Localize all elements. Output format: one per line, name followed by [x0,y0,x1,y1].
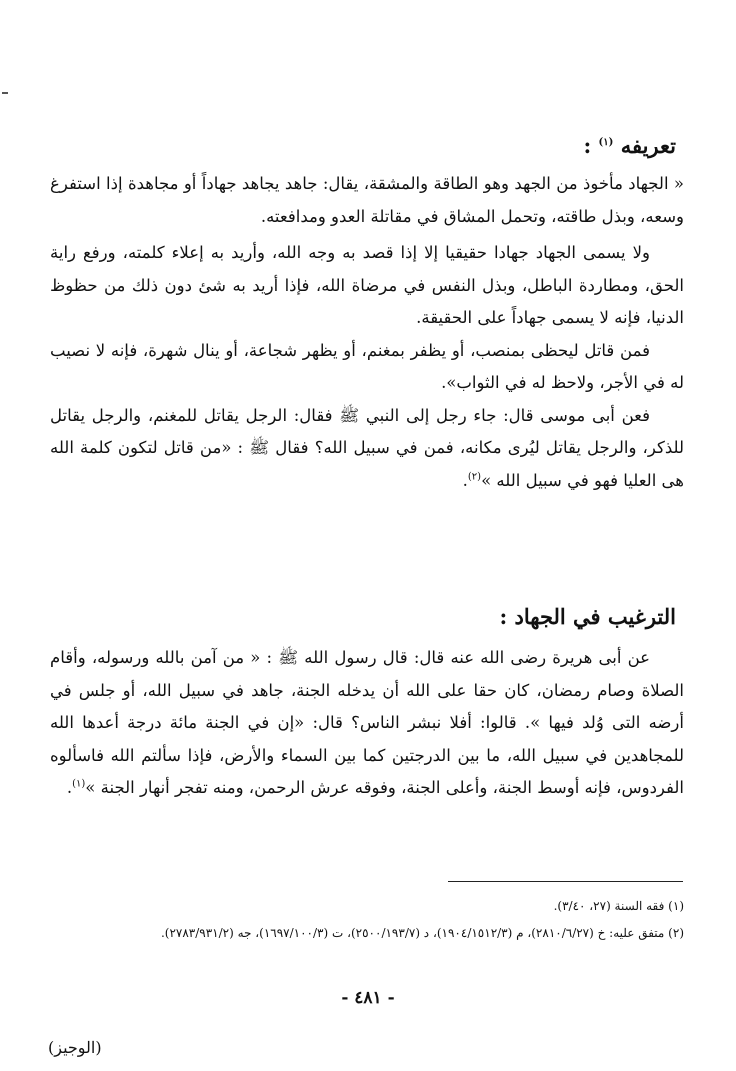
definition-paragraph-3: فمن قاتل ليحظى بمنصب، أو يظفر بمغنم، أو يظهر شجاعة، أو ينال شهرة، فإنه لا نصيب له في الأجر، ولاحظ له في الثواب». [50,340,684,392]
footnote-divider [448,881,683,882]
encouragement-body [50,642,684,805]
encouragement-text: عن أبى هريرة رضى الله عنه قال: قال رسول الله ﷺ : « من آمن بالله ورسوله، وأقام الصلاة وصام رمضان، كان حقا على الله أن يدخله الجنة، جاهد في سبيل الله، أو جلس في أرضه التى وُلد فيها ». قالوا: أفلا نبشر الناس؟ قال: «إن في الجنة مائة درجة أعدها الله للمجاهدين في سبيل الله، ما بين الدرجتين كما بين السماء والأرض، فإذا سألتم الله فاسألوه الفردوس، فإنه أوسط الجنة، وأعلى الجنة، وفوقه عرش الرحمن، ومنه تفجر أنهار الجنة » [50,648,684,797]
scan-edge-mark [2,92,8,94]
encouragement-footnote-ref: (١) [72,778,86,790]
hadith-text: فعن أبى موسى قال: جاء رجل إلى النبي ﷺ فقال: الرجل يقاتل للمغنم، والرجل يقاتل للذكر، والرجل يقاتل ليُرى مكانه، فمن في سبيل الله؟ فقال ﷺ : «من قاتل لتكون كلمة الله هى العليا فهو في سبيل الله » [50,405,684,490]
definition-heading [583,133,676,158]
definition-paragraph-2: ولا يسمى الجهاد جهادا حقيقيا إلا إذا قصد به وجه الله، وأريد به إعلاء كلمته، ورفع راية الحق، ومطاردة الباطل، وبذل النفس في مرضاة الله، فإذا أريد به شئ دون ذلك من حظوظ الدنيا، فإنه لا يسمى جهاداً على الحقيقة. [50,243,684,327]
definition-heading-colon: : [583,133,592,158]
definition-body [50,168,684,497]
definition-paragraph-1: « الجهاد مأخوذ من الجهد وهو الطاقة والمشقة، يقال: جاهد يجاهد جهاداً أو مجاهدة إذا استفرغ وسعه، وبذل طاقته، وتحمل المشاق في مقاتلة العدو ومدافعته. [50,174,684,226]
page-number: - ٤٨١ - [341,988,395,1008]
book-name: (الوجيز) [48,1038,102,1057]
definition-heading-ref: (١) [598,137,614,148]
hadith-footnote-ref: (٢) [467,471,482,482]
footnote-2: (٢) متفق عليه: خ (٢٨١٠/٦/٢٧)، م (١٩٠٤/١٥١٢/٣)، د (٢٥٠٠/١٩٣/٧)، ت (١٦٩٧/١٠٠/٣)، جه (٢٧٨٣/٩٣١/٢). [160,926,684,940]
encouragement-paragraph-1 [50,642,684,805]
hadith-end: . [462,470,468,490]
footnote-1: (١) فقه السنة (٢٧، ٣/٤٠). [553,899,684,913]
definition-paragraph-4 [50,400,684,498]
footnotes [44,893,684,947]
encouragement-end: . [66,778,73,797]
definition-heading-text: تعريفه [620,133,676,158]
encouragement-heading: الترغيب في الجهاد : [499,604,676,629]
